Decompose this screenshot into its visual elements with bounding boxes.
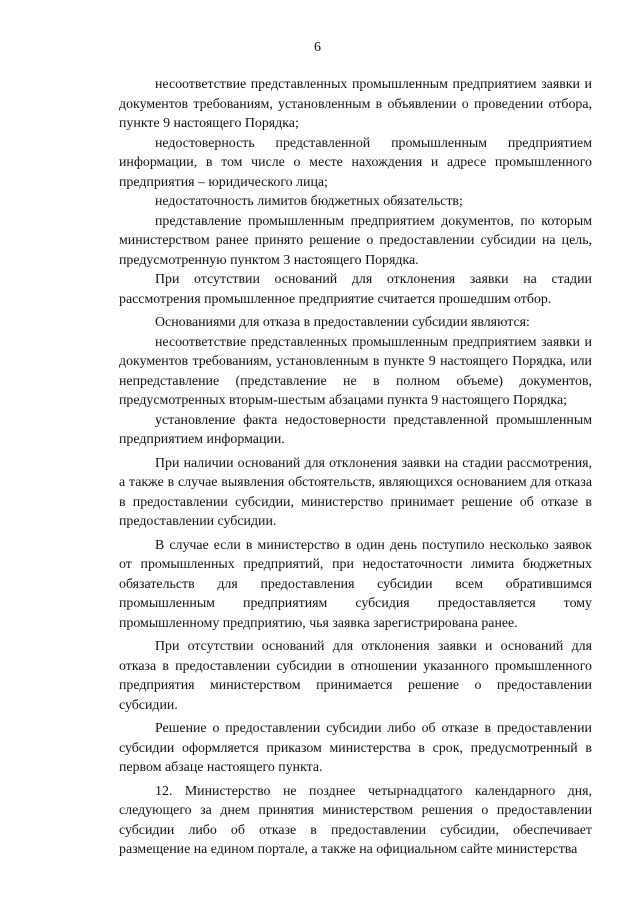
paragraph-unreliable-information: недостоверность представленной промышленным предприятием информации, в том числе о месте нахождения и адресе промышленного предприятия – юридического лица; <box>119 135 592 190</box>
paragraph-refusal-mismatch: несоответствие представленных промышленным предприятием заявки и документов требованиям, установленным в пункте 9 настоящего Порядка, или непредставление (представление не в полном объеме) документов, предусмотренных вторым-шестым абзацами пункта 9 настоящего Порядка; <box>119 334 592 408</box>
paragraph-item-12: 12. Министерство не позднее четырнадцатого календарного дня, следующего за днем принятия министерством решения о предоставлении субсидии либо об отказе в предоставлении субсидии, обеспечивает размещение на едином портале, а также на официальном сайте министерства <box>119 783 592 857</box>
document-body <box>119 75 592 860</box>
paragraph-refusal-grounds-heading: Основаниями для отказа в предоставлении субсидии являются: <box>155 315 530 330</box>
paragraph-refusal-decision: При наличии оснований для отклонения заявки на стадии рассмотрения, а также в случае выявления обстоятельств, являющихся основанием для отказа в предоставлении субсидии, министерство принимает решение об отказе в предоставлении субсидии. <box>119 455 592 529</box>
paragraph-multiple-applications: В случае если в министерство в один день поступило несколько заявок от промышленных предприятий, при недостаточности лимита бюджетных обязательств для предоставления субсидии всем обратившимся промышленным предприятиям субсидия предоставляется тому промышленному предприятию, чья заявка зарегистрирована ранее. <box>119 537 592 631</box>
paragraph-passed-selection: При отсутствии оснований для отклонения заявки на стадии рассмотрения промышленное предприятие считается прошедшим отбор. <box>119 272 592 307</box>
paragraph-insufficient-limits: недостаточность лимитов бюджетных обязательств; <box>155 194 463 209</box>
paragraph-prior-decision: представление промышленным предприятием документов, по которым министерством ранее принято решение о предоставлении субсидии на цель, предусмотренную пунктом 3 настоящего Порядка. <box>119 213 592 268</box>
paragraph-decision-order: Решение о предоставлении субсидии либо об отказе в предоставлении субсидии оформляется приказом министерства в срок, предусмотренный в первом абзаце настоящего пункта. <box>119 721 592 775</box>
paragraph-mismatch-announcement: несоответствие представленных промышленным предприятием заявки и документов требованиям, установленным в объявлении о проведении отбора, пункте 9 настоящего Порядка; <box>119 77 592 131</box>
page-number: 6 <box>314 40 321 55</box>
paragraph-refusal-unreliable: установление факта недостоверности представленной промышленным предприятием информации. <box>119 412 592 447</box>
paragraph-grant-decision: При отсутствии оснований для отклонения заявки и оснований для отказа в предоставлении субсидии в отношении указанного промышленного предприятия министерством принимается решение о предоставлении субсидии. <box>119 639 592 713</box>
